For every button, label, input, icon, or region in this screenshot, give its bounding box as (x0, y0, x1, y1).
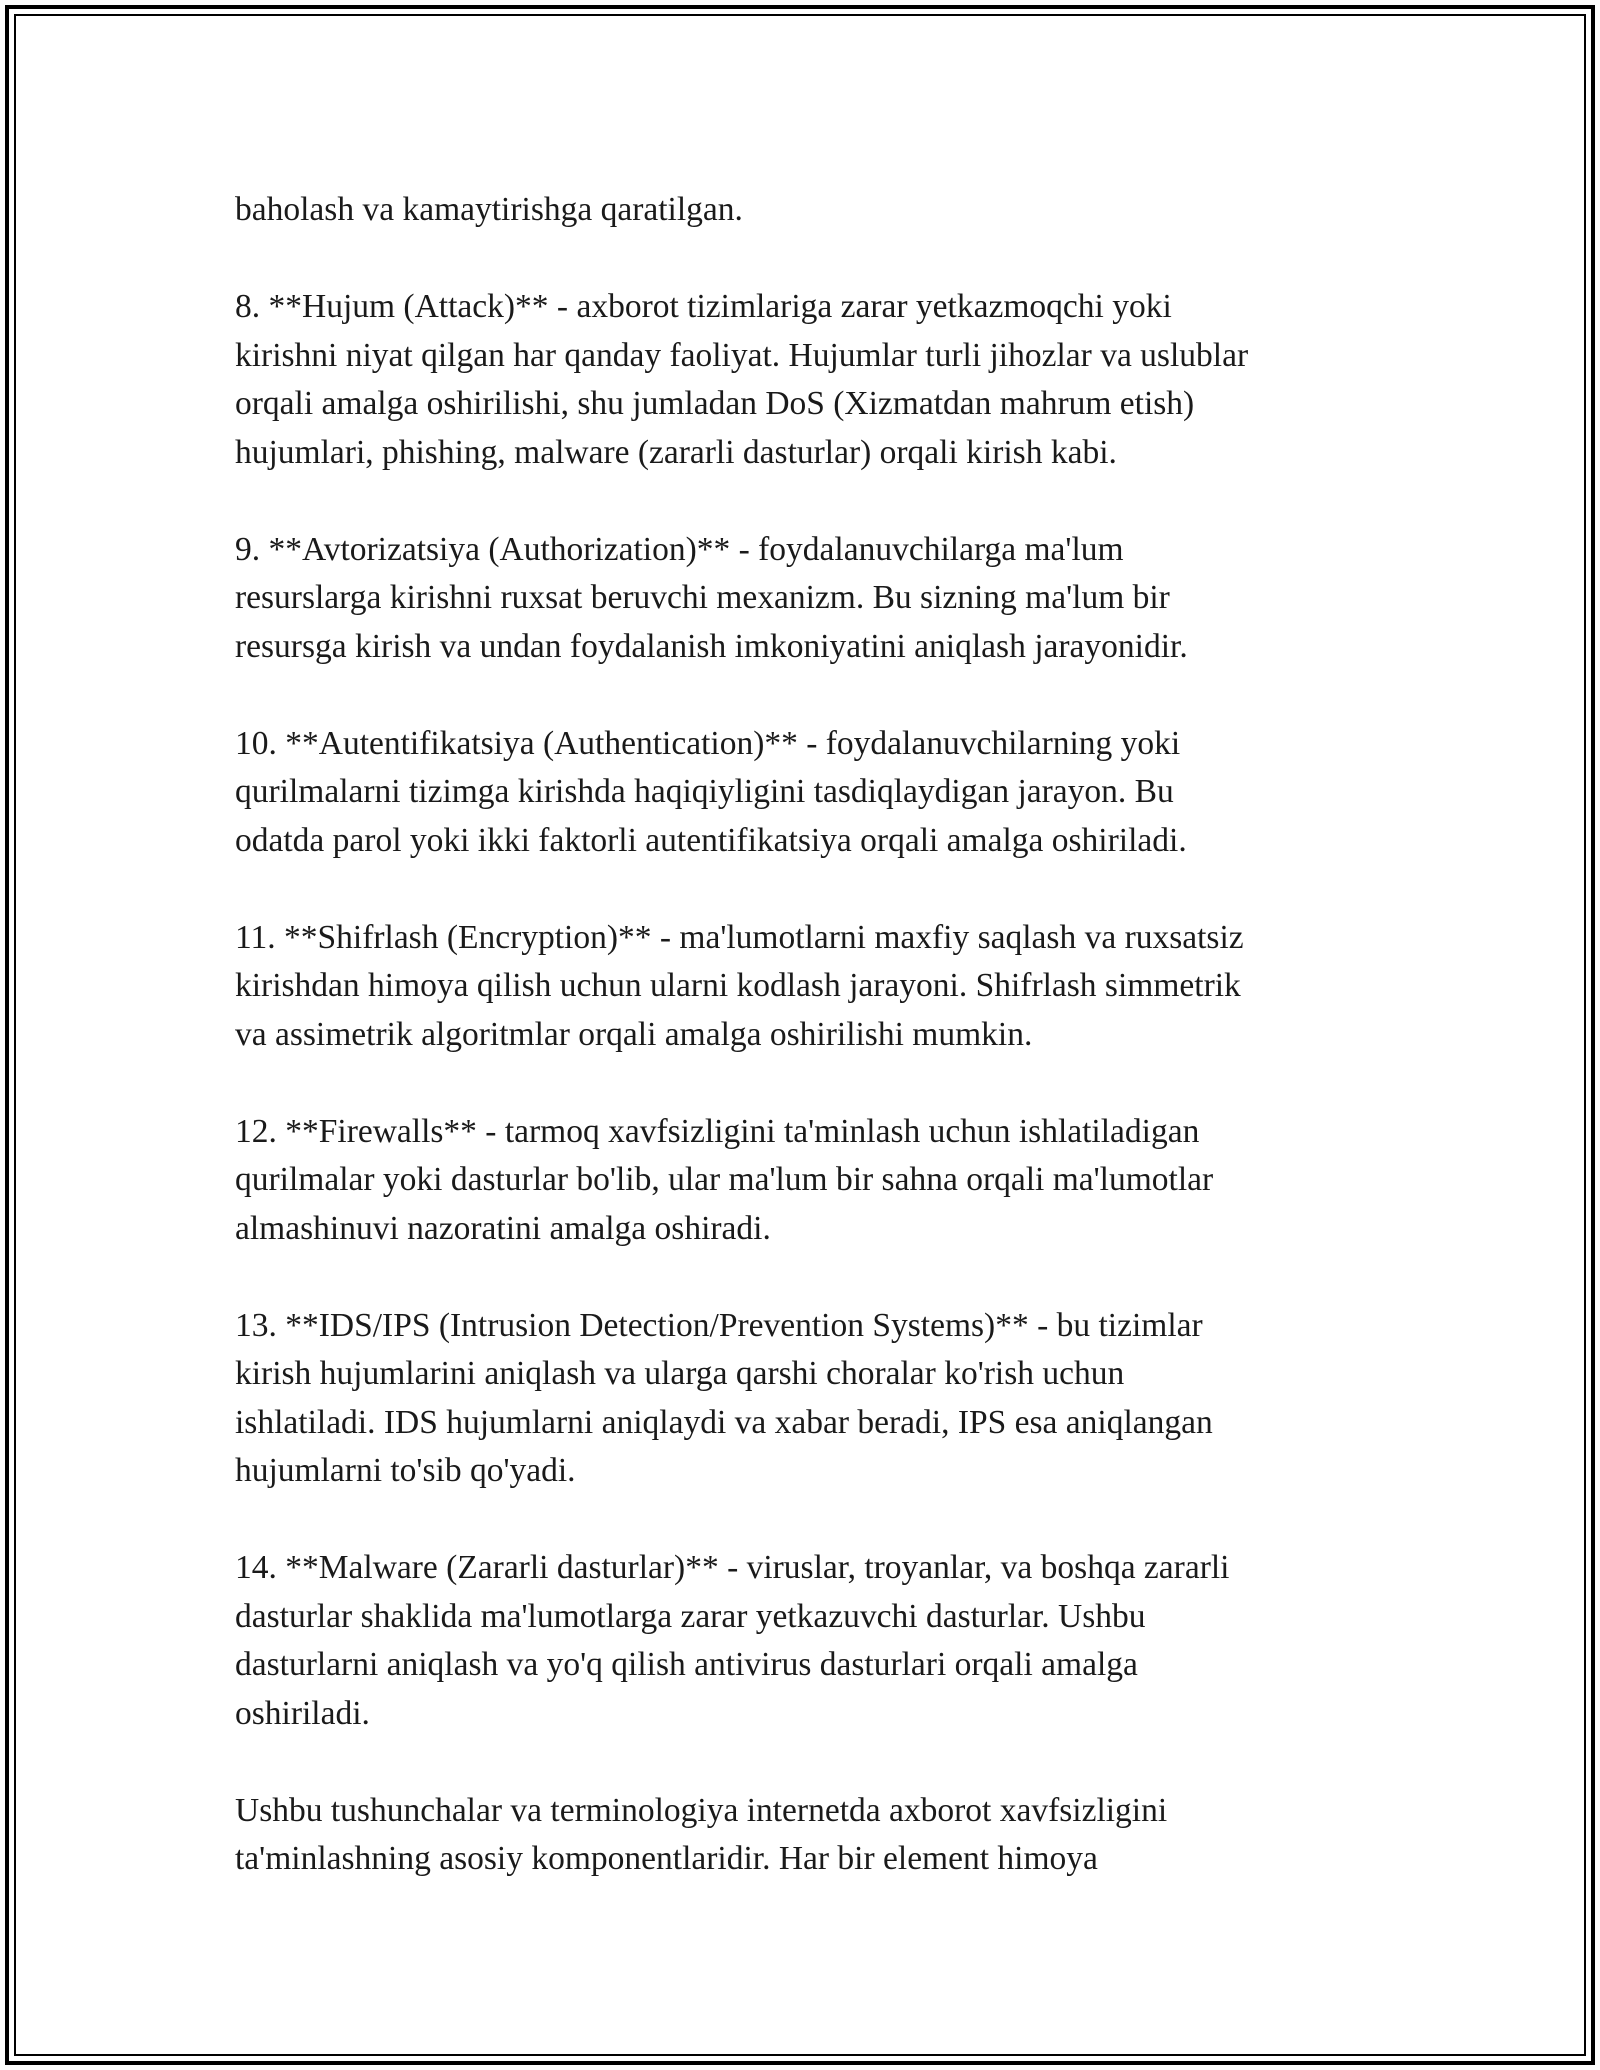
text-line: resurslarga kirishni ruxsat beruvchi mexanizm. Bu sizning ma'lum bir (235, 579, 1170, 616)
paragraph-item-13-ids-ips (235, 1302, 1375, 1496)
paragraph-item-14-malware (235, 1544, 1375, 1738)
text-line: ta'minlashning asosiy komponentlaridir. Har bir element himoya (235, 1840, 1098, 1877)
paragraph-continuation (235, 186, 1375, 235)
text-line: 13. **IDS/IPS (Intrusion Detection/Prevention Systems)** - bu tizimlar (235, 1306, 1203, 1344)
text-line: orqali amalga oshirilishi, shu jumladan DoS (Xizmatdan mahrum etish) (235, 385, 1195, 422)
text-line: baholash va kamaytirishga qaratilgan. (235, 191, 743, 228)
paragraph-item-8-attack (235, 283, 1375, 477)
text-line: 11. **Shifrlash (Encryption)** - ma'lumotlarni maxfiy saqlash va ruxsatsiz (235, 918, 1244, 956)
text-line: almashinuvi nazoratini amalga oshiradi. (235, 1209, 771, 1247)
text-line: Ushbu tushunchalar va terminologiya internetda axborot xavfsizligini (235, 1791, 1168, 1829)
text-line: kirishni niyat qilgan har qanday faoliyat. Hujumlar turli jihozlar va uslublar (235, 336, 1249, 374)
text-line: va assimetrik algoritmlar orqali amalga oshirilishi mumkin. (235, 1015, 1033, 1053)
text-line: kirishdan himoya qilish uchun ularni kodlash jarayoni. Shifrlash simmetrik (235, 967, 1241, 1004)
text-line: dasturlarni aniqlash va yo'q qilish antivirus dasturlari orqali amalga (235, 1646, 1138, 1683)
text-line: ishlatiladi. IDS hujumlarni aniqlaydi va xabar beradi, IPS esa aniqlangan (235, 1403, 1213, 1441)
text-line: qurilmalarni tizimga kirishda haqiqiyligini tasdiqlaydigan jarayon. Bu (235, 773, 1174, 810)
text-line: hujumlarni to'sib qo'yadi. (235, 1452, 576, 1489)
text-line: 14. **Malware (Zararli dasturlar)** - viruslar, troyanlar, va boshqa zararli (235, 1549, 1230, 1586)
paragraph-item-9-authorization (235, 526, 1375, 672)
text-line: qurilmalar yoki dasturlar bo'lib, ular ma'lum bir sahna orqali ma'lumotlar (235, 1161, 1214, 1198)
text-line: 12. **Firewalls** - tarmoq xavfsizligini ta'minlash uchun ishlatiladigan (235, 1112, 1200, 1150)
paragraph-item-11-encryption (235, 914, 1375, 1060)
text-line: oshiriladi. (235, 1694, 370, 1732)
text-line: 8. **Hujum (Attack)** - axborot tizimlariga zarar yetkazmoqchi yoki (235, 288, 1172, 325)
text-line: kirish hujumlarini aniqlash va ularga qarshi choralar ko'rish uchun (235, 1355, 1125, 1392)
text-line: hujumlari, phishing, malware (zararli dasturlar) orqali kirish kabi. (235, 433, 1117, 471)
document-body (235, 186, 1375, 1932)
text-line: dasturlar shaklida ma'lumotlarga zarar yetkazuvchi dasturlar. Ushbu (235, 1597, 1146, 1635)
text-line: odatda parol yoki ikki faktorli autentifikatsiya orqali amalga oshiriladi. (235, 821, 1187, 859)
paragraph-item-12-firewalls (235, 1108, 1375, 1254)
paragraph-item-10-authentication (235, 720, 1375, 866)
paragraph-conclusion (235, 1787, 1375, 1884)
text-line: 9. **Avtorizatsiya (Authorization)** - foydalanuvchilarga ma'lum (235, 530, 1124, 568)
text-line: 10. **Autentifikatsiya (Authentication)** - foydalanuvchilarning yoki (235, 724, 1181, 762)
text-line: resursga kirish va undan foydalanish imkoniyatini aniqlash jarayonidir. (235, 627, 1188, 665)
